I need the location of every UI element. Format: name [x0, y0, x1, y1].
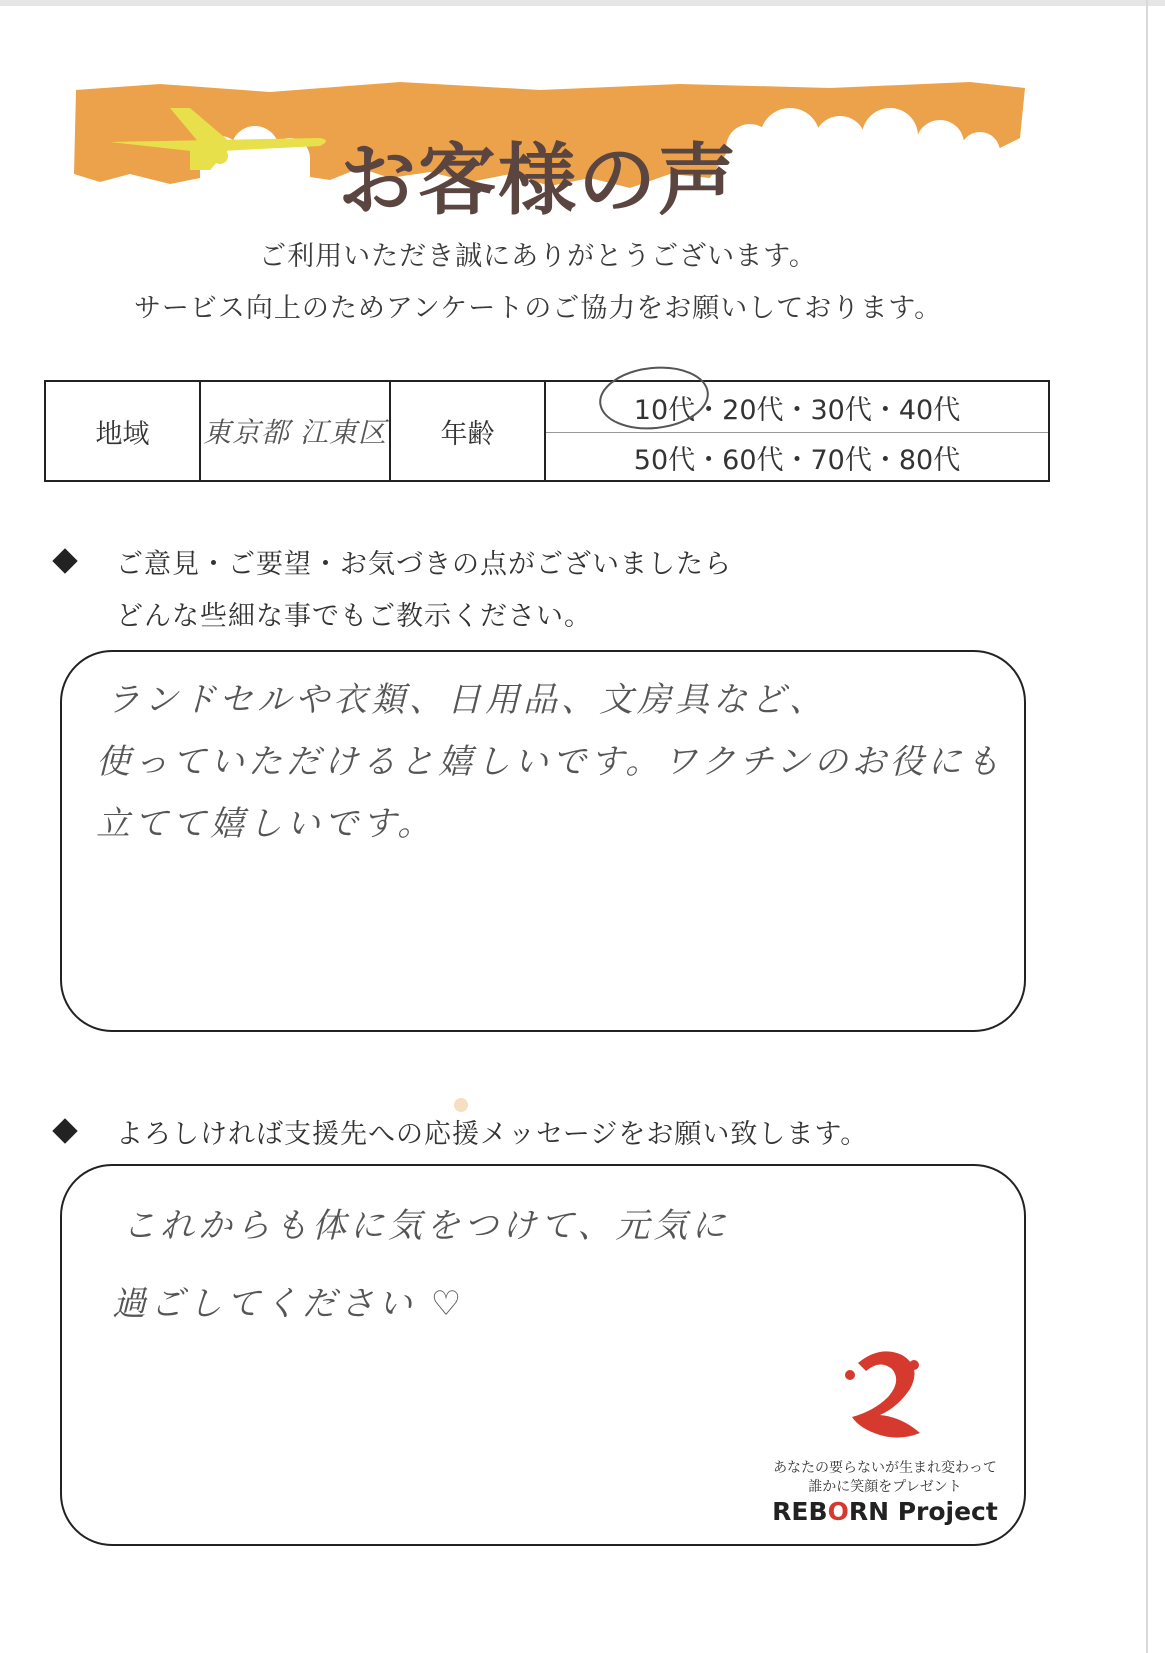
question1-line-1: ご意見・ご要望・お気づきの点がございましたら — [116, 549, 732, 580]
question1-answer-line-3: 立てて嬉しいです。 — [96, 804, 436, 844]
reborn-logo — [755, 1345, 1015, 1535]
intro-line-2: サービス向上のためアンケートのご協力をお願いしております。 — [133, 293, 943, 324]
logo-name-part-2: RN Project — [848, 1497, 998, 1526]
scan-mark — [454, 1098, 468, 1112]
age-label: 年齢 — [440, 418, 495, 450]
logo-name — [755, 1497, 1015, 1526]
page-title: お客様の声 — [337, 136, 738, 226]
bullet-diamond-icon — [52, 1118, 77, 1143]
age-options-row-2: 50代・60代・70代・80代 — [633, 444, 961, 476]
age-label-cell — [391, 382, 546, 480]
scan-top-edge — [0, 0, 1165, 6]
reborn-mark-icon — [840, 1345, 930, 1445]
region-label-cell — [46, 382, 201, 480]
question1-answer-line-2: 使っていただけると嬉しいです。ワクチンのお役にも — [96, 742, 1004, 782]
logo-name-o: O — [827, 1497, 849, 1526]
question1-line-2: どんな些細な事でもご教示ください。 — [116, 601, 592, 632]
logo-name-part-1: REB — [772, 1497, 828, 1526]
logo-tagline-2: 誰かに笑顔をプレゼント — [808, 1479, 962, 1495]
region-value: 東京都 江東区 — [203, 416, 387, 449]
logo-tagline-1: あなたの要らないが生まれ変わって — [773, 1460, 997, 1476]
question1-answer-line-1: ランドセルや衣類、日用品、文房具など、 — [106, 680, 827, 720]
question2-line-1: よろしければ支援先への応援メッセージをお願い致します。 — [116, 1119, 869, 1150]
info-table — [44, 380, 1050, 482]
region-label: 地域 — [95, 418, 150, 450]
age-options-cell — [546, 382, 1048, 480]
scan-right-edge — [1146, 0, 1148, 1653]
bullet-diamond-icon — [52, 548, 77, 573]
age-options-row-1: 10代・20代・30代・40代 — [546, 382, 1048, 433]
intro-line-1: ご利用いただき誠にありがとうございます。 — [259, 241, 817, 272]
question2-answer-line-1: これからも体に気をつけて、元気に — [122, 1206, 730, 1246]
region-value-cell — [201, 382, 391, 480]
question2-answer-line-2: 過ごしてください ♡ — [112, 1284, 466, 1324]
question1-answer-box — [60, 650, 1026, 1032]
